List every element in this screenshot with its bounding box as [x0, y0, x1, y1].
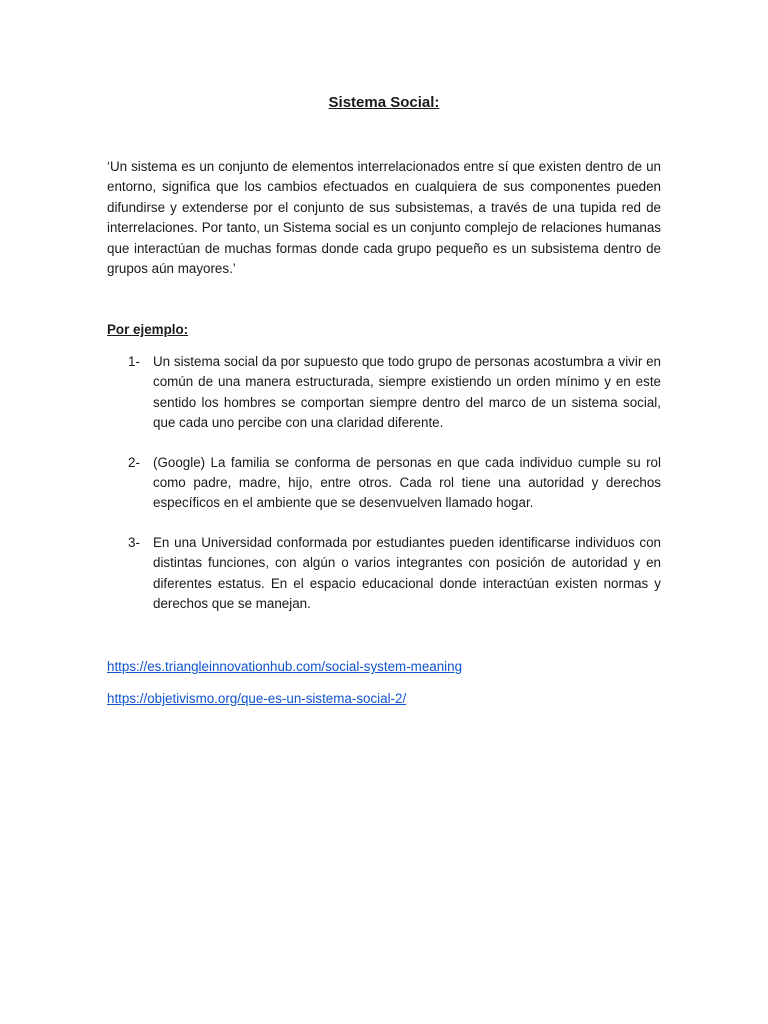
examples-heading: Por ejemplo: [107, 322, 189, 337]
list-item-text: En una Universidad conformada por estudiantes pueden identificarse individuos con distintas funciones, con algún o varios integrantes con posición de autoridad y en diferentes estatus. En el espacio educacional donde interactúan existen normas y derechos que se manejan. [153, 534, 661, 612]
list-item-number: 3- [128, 534, 140, 550]
examples-list [128, 352, 661, 633]
list-item-number: 2- [128, 454, 140, 470]
list-item [128, 453, 661, 514]
reference-link-triangleinnovationhub[interactable]: https://es.triangleinnovationhub.com/social-system-meaning [107, 659, 463, 674]
list-item-text: (Google) La familia se conforma de personas en que cada individuo cumple su rol como padre, madre, hijo, entre otros. Cada rol tiene una autoridad y derechos específicos en el ambiente que se desenvuelven llamado hogar. [153, 454, 661, 511]
reference-links [107, 657, 462, 721]
list-item [128, 533, 661, 615]
list-item-number: 1- [128, 354, 140, 369]
list-item [128, 352, 661, 434]
list-item-text: Un sistema social da por supuesto que todo grupo de personas acostumbra a vivir en común de una manera estructurada, siempre existiendo un orden mínimo y en este sentido los hombres se comportan siempre dentro del marco de un sistema social, que cada uno percibe con una claridad diferente. [153, 354, 661, 431]
reference-link-objetivismo[interactable]: https://objetivismo.org/que-es-un-sistema-social-2/ [107, 691, 407, 706]
intro-paragraph: ‘Un sistema es un conjunto de elementos interrelacionados entre sí que existen dentro de un entorno, significa que los cambios efectuados en cualquiera de sus componentes pueden difundirse y extenderse por el conjunto de sus subsistemas, a través de una tupida red de interrelaciones. Por tanto, un Sistema social es un conjunto complejo de relaciones humanas que interactúan de muchas formas donde cada grupo pequeño es un subsistema dentro de grupos aún mayores.’ [107, 159, 661, 277]
document-title: Sistema Social: [328, 94, 440, 111]
